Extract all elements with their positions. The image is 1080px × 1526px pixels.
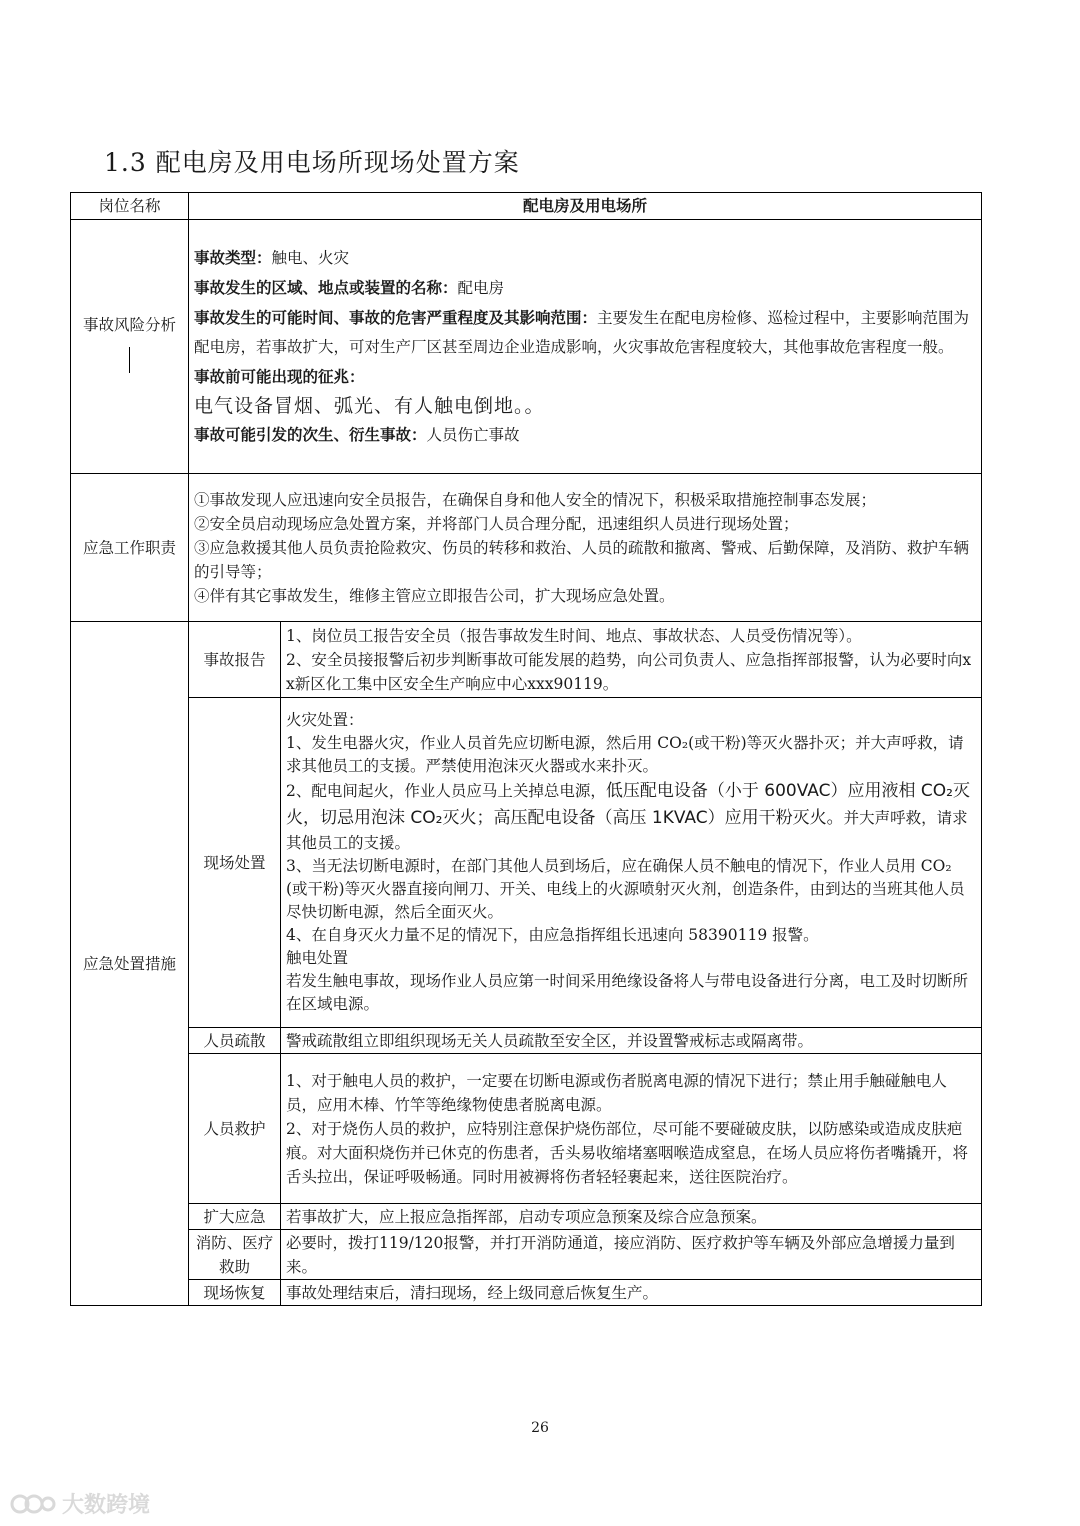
risk-analysis-content	[189, 220, 982, 474]
watermark	[10, 1488, 150, 1519]
expand-emergency-label: 扩大应急	[189, 1204, 281, 1230]
fire-medical-content: 必要时，拨打119/120报警，并打开消防通道，接应消防、医疗救护等车辆及外部应急增援力量到来。	[281, 1230, 982, 1280]
recovery-label: 现场恢复	[189, 1280, 281, 1306]
duty-item: ④伴有其它事故发生，维修主管应立即报告公司，扩大现场应急处置。	[194, 586, 675, 605]
emergency-duties-content	[189, 474, 982, 622]
recovery-content: 事故处理结束后，清扫现场，经上级同意后恢复生产。	[281, 1280, 982, 1306]
accident-area-value: 配电房	[457, 279, 505, 297]
evacuation-content: 警戒疏散组立即组织现场无关人员疏散至安全区，并设置警戒标志或隔离带。	[281, 1028, 982, 1054]
evacuation-row	[71, 1028, 982, 1054]
watermark-text: 大数跨境	[62, 1493, 151, 1518]
accident-type-label: 事故类型：	[194, 248, 272, 267]
onsite-handling-content: 火灾处置： 1、发生电器火灾，作业人员首先应切断电源，然后用 CO₂(或干粉)等灭火器扑灭；并大声呼救，请求其他员工的支援。严禁使用泡沫灭火器或水来扑灭。 2、配电间起火，作业人员应马上关掉总电源，低压配电设备（小于 600VAC）应用液相 CO₂灭火，切忌用泡沫 CO₂灭火；高压配电设备（高压 1KVAC）应用干粉灭火。并大声呼救，请求其他员工的支援。 3、当无法切断电源时，在部门其他人员到场后，应在确保人员不触电的情况下，作业人员用 CO₂ (或干粉)等灭火器直接向闸刀、开关、电线上的火源喷射灭火剂，创造条件，由到达的当班其他人员尽快切断电源，然后全面灭火。 4、在自身灭火力量不足的情况下，由应急指挥组长迅速向 58390119 报警。 触电处置 若发生触电事故，现场作业人员应第一时间采用绝缘设备将人与带电设备进行分离，电工及时切断所在区域电源。	[281, 698, 982, 1028]
accident-report-content: 1、岗位员工报告安全员（报告事故发生时间、地点、事故状态、人员受伤情况等）。 2、安全员接报警后初步判断事故可能发展的趋势，向公司负责人、应急指挥部报警，认为必要时向xx新区化工集中区安全生产响应中心xxx90119。	[281, 622, 982, 698]
post-name-value: 配电房及用电场所	[189, 193, 982, 220]
accident-area-label: 事故发生的区域、地点或装置的名称：	[194, 278, 458, 297]
emergency-duties-row	[71, 474, 982, 622]
risk-analysis-row	[71, 220, 982, 474]
rescue-row	[71, 1054, 982, 1204]
rescue-content: 1、对于触电人员的救护，一定要在切断电源或伤者脱离电源的情况下进行；禁止用手触碰触电人员，应用木棒、竹竿等绝缘物使患者脱离电源。 2、对于烧伤人员的救护，应特别注意保护烧伤部位，尽可能不要碰破皮肤，以防感染或造成皮肤疤痕。对大面积烧伤并已休克的伤患者，舌头易收缩堵塞咽喉造成窒息，在场人员应将伤者嘴撬开，将舌头拉出，保证呼吸畅通。同时用被褥将伤者轻轻裹起来，送往医院治疗。	[281, 1054, 982, 1204]
recovery-row	[71, 1280, 982, 1306]
risk-analysis-label: 事故风险分析	[71, 220, 189, 474]
header-row	[71, 193, 982, 220]
shock-handling-title: 触电处置	[286, 949, 349, 967]
secondary-accident-label: 事故可能引发的次生、衍生事故：	[194, 425, 427, 444]
emergency-measures-label: 应急处置措施	[71, 622, 189, 1306]
evacuation-label: 人员疏散	[189, 1028, 281, 1054]
rescue-label: 人员救护	[189, 1054, 281, 1204]
post-name-label: 岗位名称	[71, 193, 189, 220]
fire-medical-row	[71, 1230, 982, 1280]
duty-item: ①事故发现人应迅速向安全员报告，在确保自身和他人安全的情况下，积极采取措施控制事态发展；	[194, 490, 877, 509]
fire-handling-title: 火灾处置：	[286, 711, 364, 729]
fire-medical-label: 消防、医疗救助	[189, 1230, 281, 1280]
expand-emergency-content: 若事故扩大，应上报应急指挥部，启动专项应急预案及综合应急预案。	[281, 1204, 982, 1230]
expand-emergency-row	[71, 1204, 982, 1230]
accident-type-value: 触电、火灾	[271, 249, 350, 267]
duty-item: ②安全员启动现场应急处置方案，并将部门人员合理分配，迅速组织人员进行现场处置；	[194, 514, 799, 533]
onsite-handling-label: 现场处置	[189, 698, 281, 1028]
secondary-accident-value: 人员伤亡事故	[426, 426, 520, 444]
watermark-logo-icon	[10, 1490, 56, 1518]
duty-item: ③应急救援其他人员负责抢险救灾、伤员的转移和救治、人员的疏散和撤离、警戒、后勤保障，及消防、救护车辆的引导等；	[194, 538, 970, 581]
accident-signs-label: 事故前可能出现的征兆：	[194, 367, 365, 386]
onsite-handling-row	[71, 698, 982, 1028]
page-title: 1.3 配电房及用电场所现场处置方案	[104, 148, 520, 177]
accident-report-label: 事故报告	[189, 622, 281, 698]
accident-report-row	[71, 622, 982, 698]
emergency-duties-label: 应急工作职责	[71, 474, 189, 622]
disposal-plan-table	[70, 192, 982, 1306]
accident-signs-value: 电气设备冒烟、弧光、有人触电倒地。。	[194, 395, 545, 417]
accident-impact-value: 主要发生在配电房检修、巡检过程中，主要影响范围为配电房，若事故扩大，可对生产厂区甚至周边企业造成影响，火灾事故危害程度较大，其他事故危害程度一般。	[194, 309, 970, 356]
accident-impact-label: 事故发生的可能时间、事故的危害严重程度及其影响范围：	[194, 308, 598, 327]
text-cursor	[129, 347, 130, 373]
page-number: 26	[531, 1420, 549, 1436]
